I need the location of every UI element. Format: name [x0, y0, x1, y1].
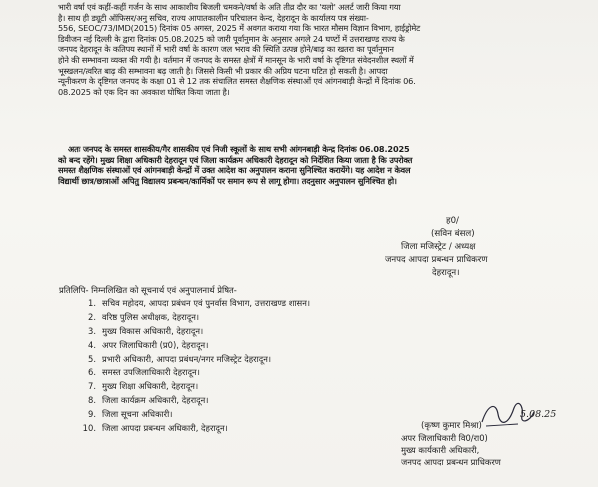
- paragraph-line: भूस्खलन/त्वरित बाढ़ की सम्भावना बढ़ जाती है। जिससे किसी भी प्रकार की अप्रिय घटना घटित हो सकती है। आपदा: [58, 65, 388, 76]
- designation-line: अपर जिलाधिकारी वि0/रा0): [401, 433, 488, 443]
- paragraph-line: जनपद देहरादून के कतिपय स्थानों में भारी वर्षा के कारण जल भराव की स्थिति उत्पन्न होने/बाढ़ का खतरा का पूर्वानुमान: [58, 44, 394, 55]
- item-number: 7.: [88, 381, 96, 392]
- list-item: [74, 408, 310, 422]
- paragraph-line: 08.2025 को एक दिन का अवकाश घोषित किया जाता है।: [58, 86, 230, 97]
- list-item: [74, 366, 310, 380]
- item-text: प्रभारी अधिकारी, आपदा प्रबंधन/नगर मजिस्ट्रेट देहरादून।: [102, 353, 272, 364]
- item-text: वरिष्ठ पुलिस अधीक्षक, देहरादून।: [102, 311, 200, 322]
- copy-to-list: [74, 297, 310, 436]
- list-item: [74, 325, 310, 339]
- item-number: 4.: [88, 339, 96, 350]
- item-text: सचिव महोदय, आपदा प्रबंधन एवं पुनर्वास विभाग, उत्तराखण्ड शासन।: [102, 298, 311, 308]
- paragraph-line: विद्यार्थी छात्र/छात्राओं अपितु विद्यालय प्रबन्धन/कार्मिकों पर समान रूप से लागू होगा। तदनुसार अनुपालन सुनिश्चित हो।: [58, 175, 397, 186]
- paragraph-line: को बन्द रहेंगे। मुख्य शिक्षा अधिकारी देहरादून एवं जिला कार्यक्रम अधिकारी देहरादून को निर्देशित किया जाता है कि उपरोक्त: [58, 154, 413, 165]
- item-text: जिला सूचना अधिकारी।: [102, 409, 173, 420]
- paragraph-line: अतः जनपद के समस्त शासकीय/गैर शासकीय एवं निजी स्कूलों के साथ सभी आंगनबाड़ी केन्द्र दिनांक 06.08.2025: [68, 144, 410, 154]
- list-item: [74, 297, 310, 311]
- list-item: [74, 422, 310, 436]
- signatory-authority: जनपद आपदा प्रबन्धन प्राधिकरण: [385, 255, 488, 265]
- list-item: [74, 311, 310, 325]
- item-text: जिला आपदा प्रबन्धन अधिकारी, देहरादून।: [102, 423, 228, 434]
- paragraph-line: 556, SEOC/73/IMD(2015) दिनांक 05 अगस्त, 2025 में अवगत कराया गया कि भारत मौसम विज्ञान विभाग, हाईड्रोमेट: [58, 23, 421, 34]
- order-paragraph-1: [58, 2, 588, 97]
- item-number: 5.: [88, 353, 96, 364]
- handwritten-date: 5.08.25: [520, 409, 557, 420]
- item-number: 9.: [88, 409, 96, 420]
- copy-to-heading: प्रतिलिपि- निम्नलिखित को सूचनार्थ एवं अनुपालनार्थ प्रेषित-: [59, 285, 237, 295]
- list-item: [74, 353, 310, 367]
- countersign-designation: [401, 432, 501, 468]
- list-item: [74, 380, 310, 394]
- designation-line: मुख्य कार्यकारी अधिकारी,: [401, 445, 480, 455]
- order-paragraph-2: [58, 144, 588, 186]
- list-item: [74, 339, 310, 353]
- item-number: 6.: [88, 367, 96, 378]
- paragraph-line: न्यूनीकरण के दृष्टिगत जनपद के कक्षा 01 से 12 तक संचालित समस्त शैक्षणिक संस्थाओं एवं आंगनबाड़ी केन्द्रों में दिनांक 06.: [58, 76, 416, 87]
- countersign-name: (कृष्ण कुमार मिश्रा): [421, 421, 482, 431]
- signatory-designation: जिला मजिस्ट्रेट / अध्यक्ष: [401, 242, 476, 252]
- item-number: 10.: [82, 423, 96, 434]
- item-text: समस्त उपजिलाधिकारी देहरादून।: [102, 367, 200, 378]
- list-item: [74, 394, 310, 408]
- item-number: 2.: [88, 311, 96, 322]
- item-number: 8.: [88, 395, 96, 406]
- item-number: 3.: [88, 325, 96, 336]
- item-text: मुख्य विकास अधिकारी, देहरादून।: [102, 325, 204, 336]
- item-text: अपर जिलाधिकारी (प्र0), देहरादून।: [102, 339, 209, 350]
- signatory-place: देहरादून।: [432, 268, 460, 278]
- item-number: 1.: [88, 298, 96, 308]
- paragraph-line: डिवीजन नई दिल्ली के द्वारा दिनांक 05.08.2025 को जारी पूर्वानुमान के अनुसार अगले 24 घण्टों में उत्तराखण्ड राज्य के: [58, 33, 405, 44]
- designation-line: जनपद आपदा प्रबन्धन प्राधिकरण: [401, 457, 501, 467]
- item-text: जिला कार्यक्रम अधिकारी, देहरादून।: [102, 395, 209, 406]
- paragraph-line: समस्त शैक्षणिक संस्थाओं एवं आंगनबाड़ी केन्द्रों में उक्त आदेश का अनुपालन कराना सुनिश्चित करायेंगे। यह आदेश न केवल: [58, 165, 411, 176]
- paragraph-line: है। साथ ही ड्यूटी ऑफिसर/अनु सचिव, राज्य आपातकालीन परिचालन केन्द, देहरादून के कार्यालय पत्र संख्या-: [58, 12, 369, 23]
- item-text: मुख्य शिक्षा अधिकारी, देहरादून।: [102, 381, 199, 392]
- paragraph-line: होने की सम्भावना व्यक्त की गयी है। वर्तमान में जनपद के समस्त क्षेत्रों में मानसून के भारी वर्षा के दृष्टिगत संवेदनशील स्थलों में: [58, 54, 414, 65]
- signatory-name: (सविन बंसल): [431, 229, 475, 239]
- signature-marker: ह0/: [446, 216, 459, 226]
- paragraph-line: भारी वर्षा एवं कहीं-कहीं गर्जन के साथ आकाशीय बिजली चमकने/वर्षा के अति तीव्र दौर का 'यलो' अलर्ट जारी किया गया: [58, 2, 401, 12]
